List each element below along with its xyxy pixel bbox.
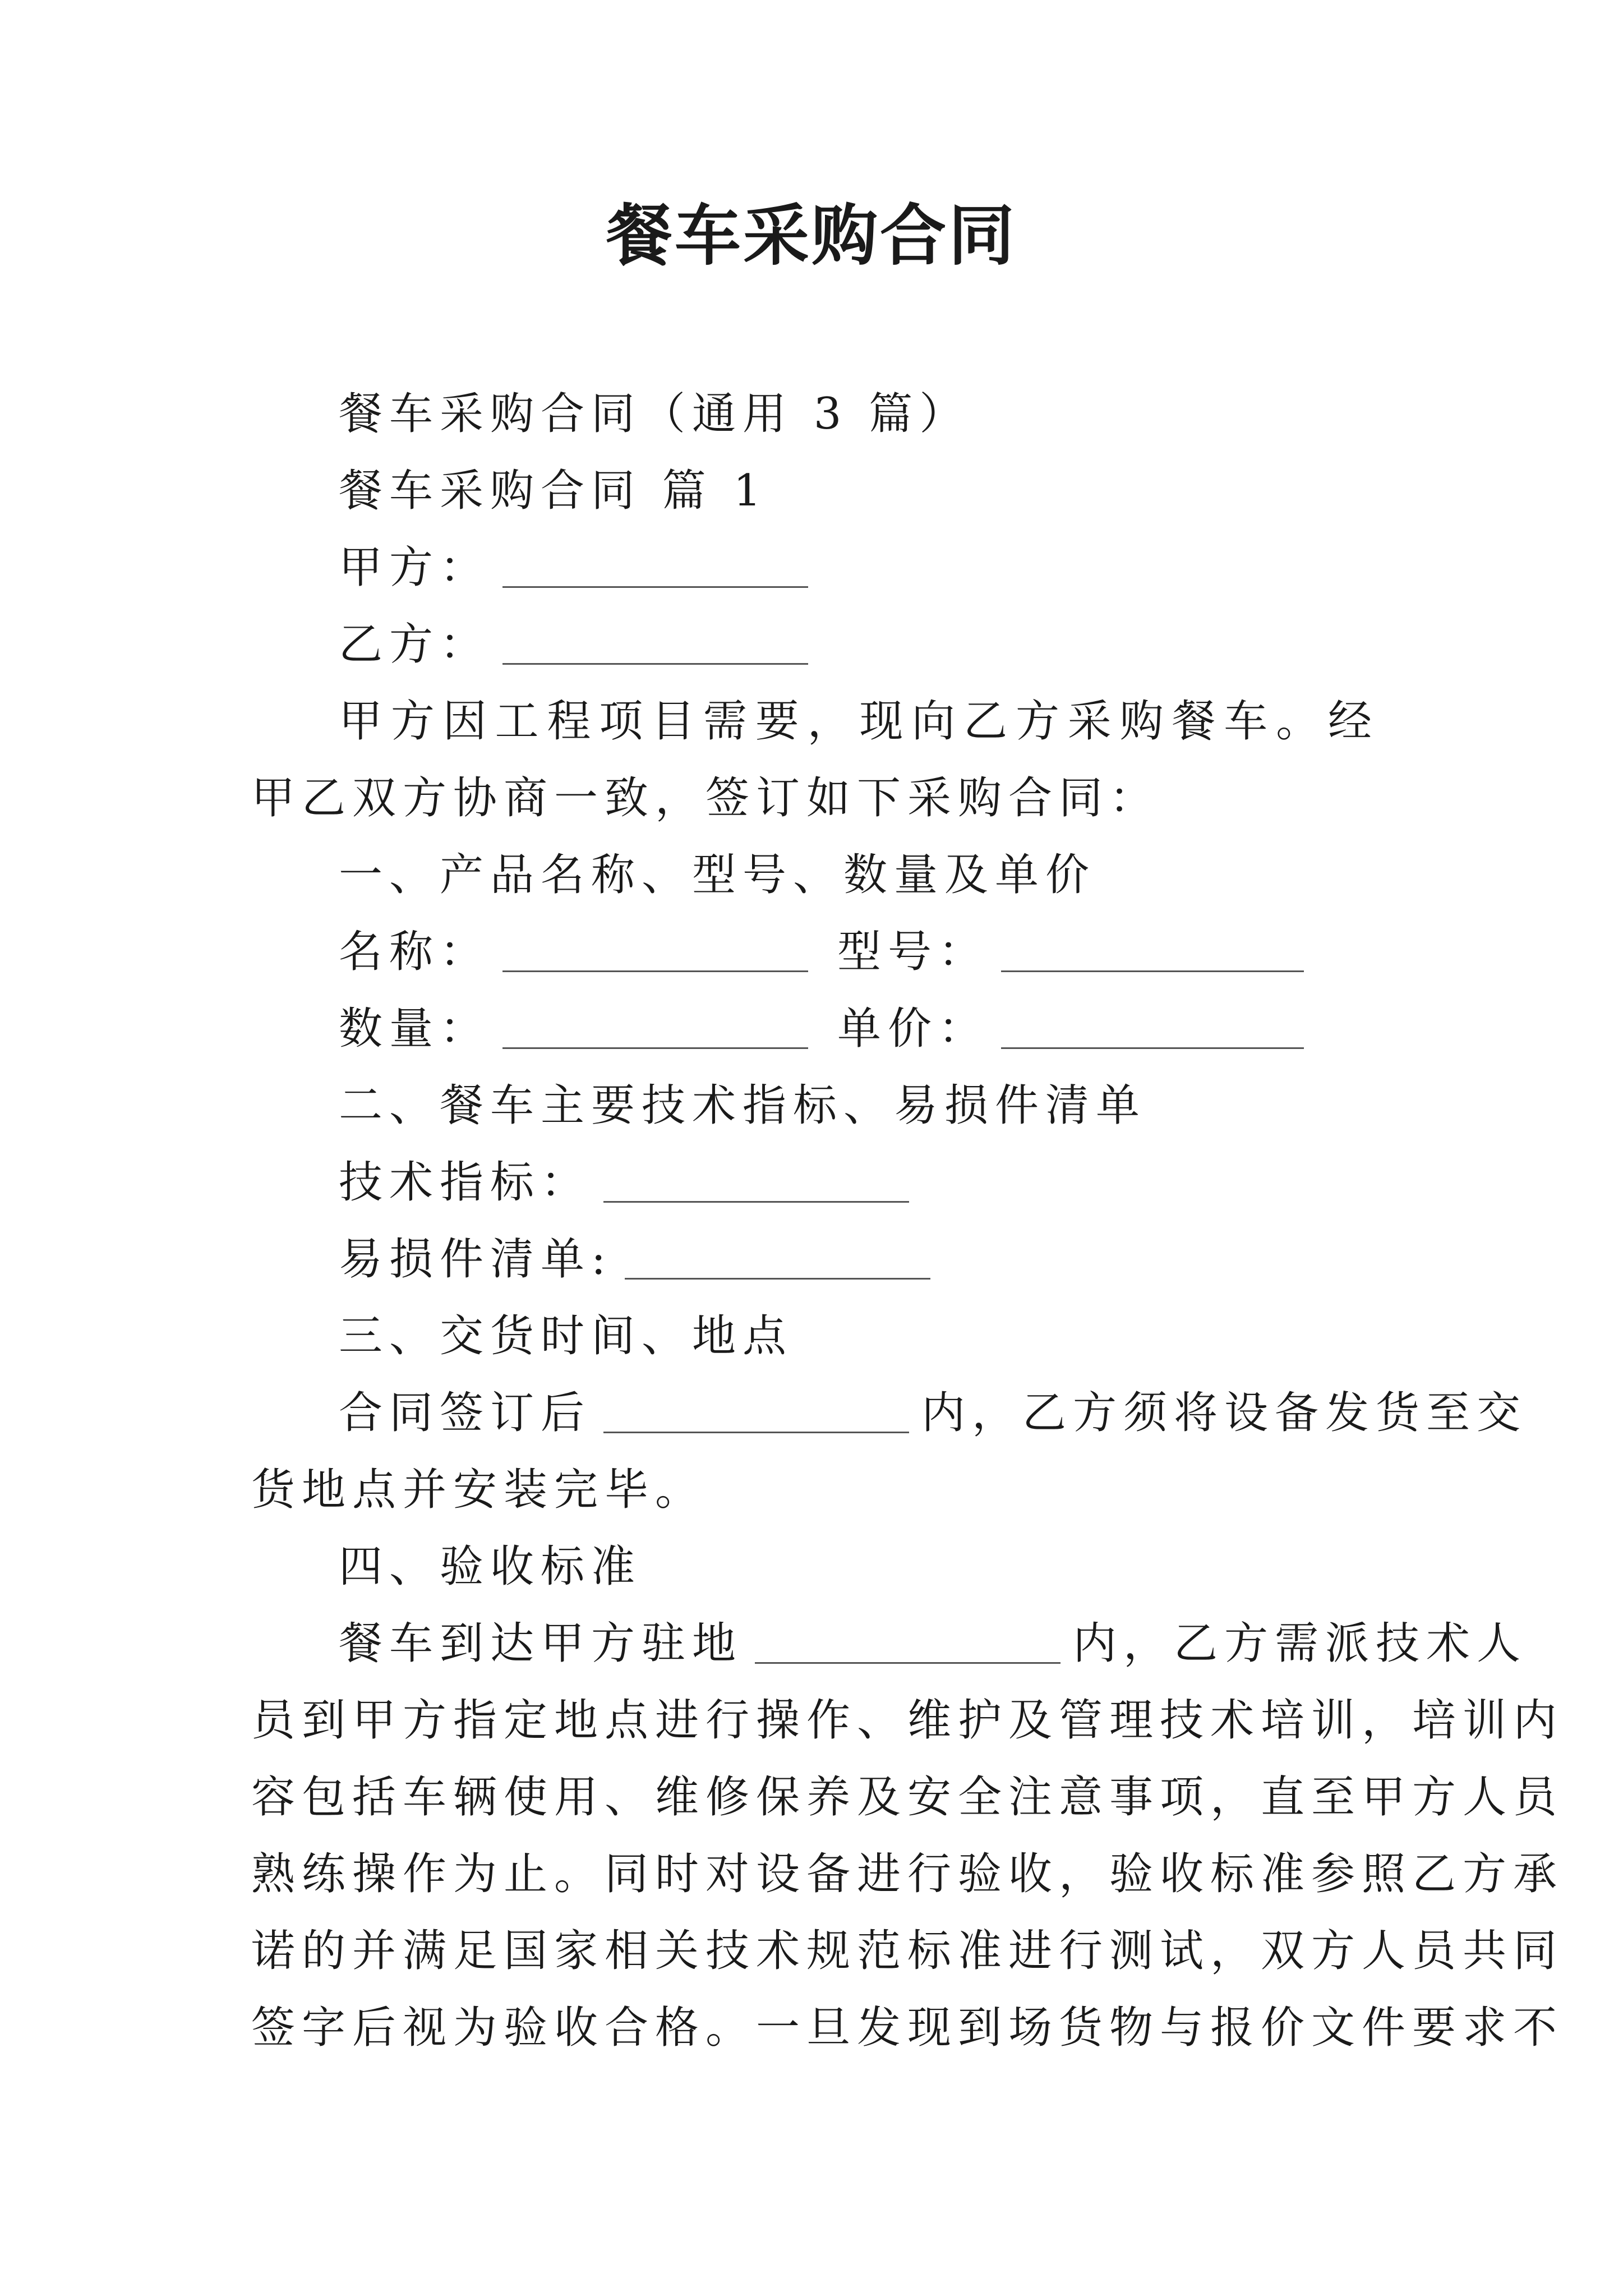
section-heading: 餐车采购合同 篇 1 [339, 466, 768, 516]
wear-parts-row [251, 1221, 1378, 1298]
delivery-prefix: 合同签订后 [339, 1388, 592, 1438]
quantity-blank[interactable] [502, 1047, 808, 1049]
clause3-heading: 三、交货时间、地点 [339, 1311, 794, 1361]
party-a-blank[interactable] [502, 586, 808, 588]
acceptance-suffix: 内，乙方需派技术人 [1073, 1618, 1528, 1669]
intro-paragraph: 甲方因工程项目需要，现向乙方采购餐车。经甲乙双方协商一致，签订如下采购合同： [251, 696, 1378, 823]
acceptance-line5: 诺的并满足国家相关技术规范标准进行测试，双方人员共同 [251, 1926, 1564, 1976]
name-model-row [251, 914, 1378, 991]
wear-parts-blank[interactable] [625, 1277, 930, 1280]
quantity-label: 数量： [339, 1004, 491, 1054]
acceptance-time-blank[interactable] [755, 1662, 1061, 1664]
party-a-row [251, 530, 1378, 606]
clause2-heading: 二、餐车主要技术指标、易损件清单 [339, 1080, 1147, 1131]
tech-spec-row [251, 1144, 1378, 1221]
party-b-row [251, 606, 1378, 683]
document-title: 餐车采购合同 [606, 196, 1017, 274]
party-a-label: 甲方： [339, 542, 491, 593]
name-blank[interactable] [502, 970, 808, 972]
party-b-blank[interactable] [502, 662, 808, 665]
tech-spec-blank[interactable] [603, 1200, 909, 1203]
quantity-price-row [251, 991, 1378, 1068]
acceptance-line4: 熟练操作为止。同时对设备进行验收，验收标准参照乙方承 [251, 1849, 1564, 1899]
acceptance-prefix: 餐车到达甲方驻地 [339, 1618, 743, 1669]
acceptance-line2: 员到甲方指定地点进行操作、维护及管理技术培训，培训内 [251, 1695, 1564, 1746]
model-blank[interactable] [1001, 970, 1304, 972]
acceptance-line1 [251, 1605, 1528, 1682]
document-body [251, 376, 1564, 2067]
delivery-time-blank[interactable] [603, 1431, 909, 1433]
subtitle: 餐车采购合同（通用 3 篇） [339, 389, 970, 439]
acceptance-line6: 签字后视为验收合格。一旦发现到场货物与报价文件要求不 [251, 2003, 1564, 2053]
unit-price-blank[interactable] [1001, 1047, 1304, 1049]
party-b-label: 乙方： [339, 619, 491, 670]
acceptance-line3: 容包括车辆使用、维修保养及安全注意事项，直至甲方人员 [251, 1772, 1564, 1823]
wear-parts-label: 易损件清单: [339, 1234, 613, 1285]
unit-price-label: 单价： [837, 1004, 989, 1054]
clause4-heading: 四、验收标准 [339, 1542, 642, 1592]
name-label: 名称： [339, 927, 491, 977]
model-label: 型号： [837, 927, 989, 977]
tech-spec-label: 技术指标： [339, 1157, 592, 1208]
delivery-line2: 货地点并安装完毕。 [251, 1465, 706, 1515]
delivery-suffix: 内，乙方须将设备发货至交 [921, 1388, 1528, 1438]
delivery-line1 [251, 1375, 1528, 1452]
clause1-heading: 一、产品名称、型号、数量及单价 [339, 850, 1096, 900]
